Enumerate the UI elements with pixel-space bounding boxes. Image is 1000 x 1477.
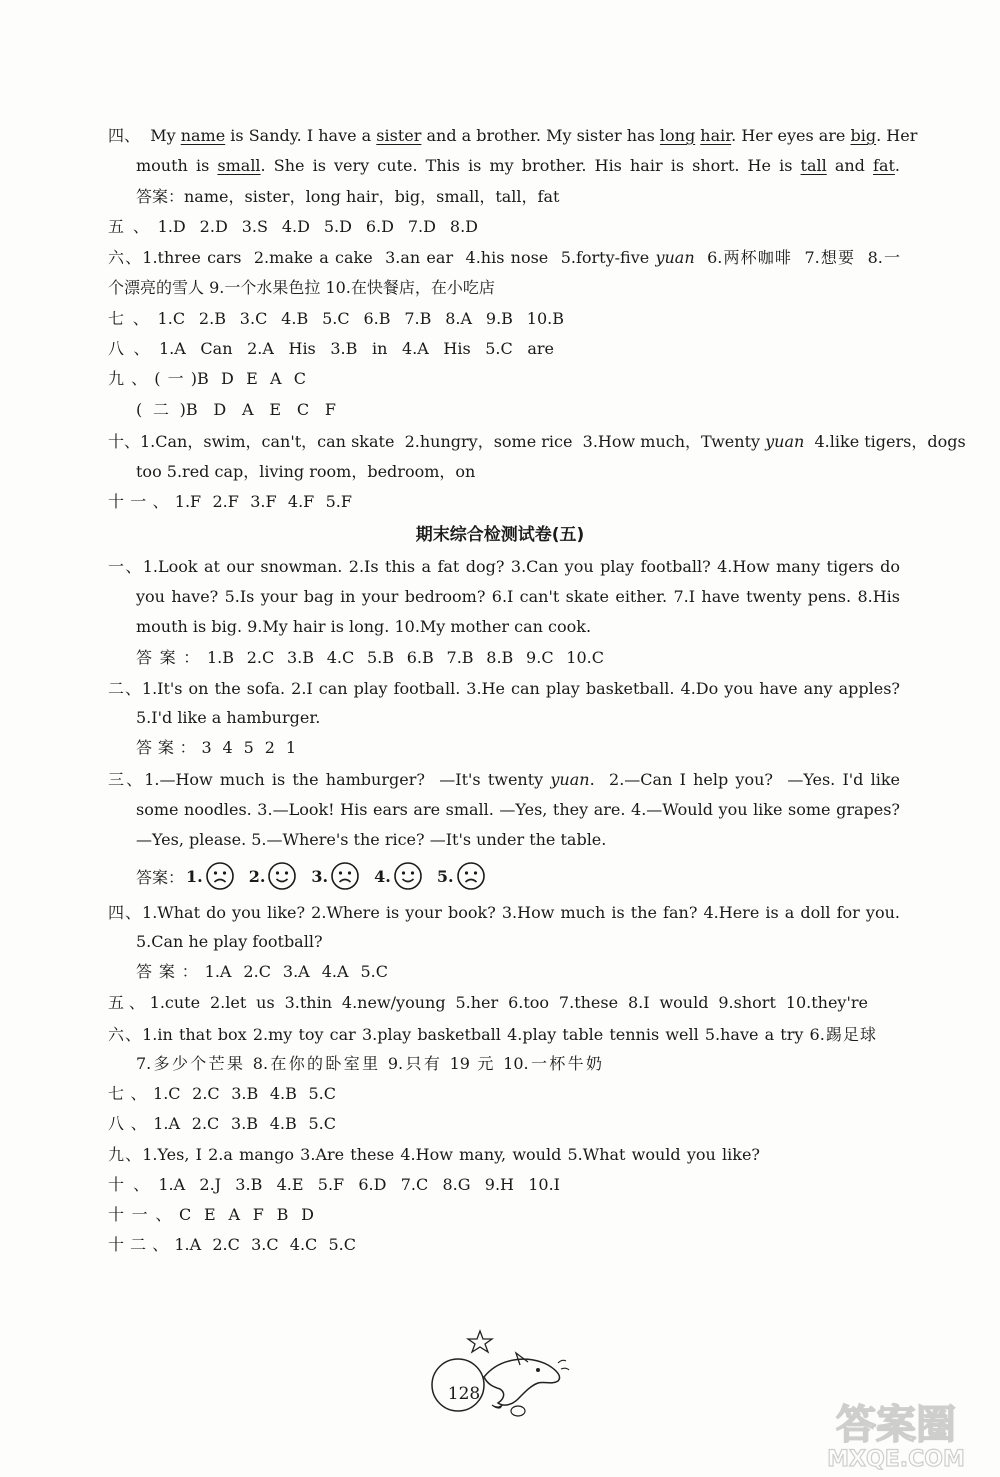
text-line: 八、1.A Can 2.A His 3.B in 4.A His 5.C are xyxy=(108,339,554,358)
text-line: 二、1.It's on the sofa. 2.I can play football. 3.He can play basketball. 4.Do you have any apples? xyxy=(108,679,900,698)
happy-face-icon xyxy=(267,861,297,891)
text-line: 5.I'd like a hamburger. xyxy=(136,708,321,727)
happy-face-icon xyxy=(393,861,423,891)
face-answer-item: 5. xyxy=(437,861,486,891)
text-line: mouth is big. 9.My hair is long. 10.My mother can cook. xyxy=(136,617,592,636)
text-line: 个漂亮的雪人 9.一个水果色拉 10.在快餐店，在小吃店 xyxy=(108,278,495,297)
sad-face-icon xyxy=(456,861,486,891)
section-label: 四、 xyxy=(108,126,141,145)
text-line: 七、1.C 2.C 3.B 4.B 5.C xyxy=(108,1084,336,1103)
page-number: 128 xyxy=(447,1384,481,1404)
text-line: 十二、1.A 2.C 3.C 4.C 5.C xyxy=(108,1235,356,1254)
text-line: —Yes, please. 5.—Where's the rice? —It's under the table. xyxy=(136,830,607,849)
text-line: 五、1.cute 2.let us 3.thin 4.new/young 5.her 6.too 7.these 8.I would 9.short 10.they're xyxy=(108,993,868,1012)
text-line: 九、(一)B D E A C xyxy=(108,369,306,388)
text-line: 答案：1.B 2.C 3.B 4.C 5.B 6.B 7.B 8.B 9.C 10.C xyxy=(136,648,604,667)
text-line: 六、1.three cars 2.make a cake 3.an ear 4.his nose 5.forty-five yuan 6.两杯咖啡 7.想要 8.一 xyxy=(108,248,900,267)
emoji-answer-row xyxy=(136,858,500,894)
section-title: 期末综合检测试卷(五) xyxy=(415,525,585,545)
text-line: 答案：3 4 5 2 1 xyxy=(136,738,296,757)
text-line: (二)B D A E C F xyxy=(136,400,336,419)
face-answer-item: 2. xyxy=(249,861,298,891)
text-line: 九、1.Yes, I 2.a mango 3.Are these 4.How many, would 5.What would you like? xyxy=(108,1145,760,1164)
text-line: mouth is small. She is very cute. This is my brother. His hair is short. He is tall and fat. xyxy=(136,156,901,175)
text-line: 七、1.C 2.B 3.C 4.B 5.C 6.B 7.B 8.A 9.B 10.B xyxy=(108,309,564,328)
text-line: 5.Can he play football? xyxy=(136,932,323,951)
text-line: 7.多少个芒果 8.在你的卧室里 9.只有 19 元 10.一杯牛奶 xyxy=(136,1054,602,1073)
face-answer-item: 1. xyxy=(186,861,235,891)
text-line: 五、1.D 2.D 3.S 4.D 5.D 6.D 7.D 8.D xyxy=(108,217,478,236)
text-line: 八、1.A 2.C 3.B 4.B 5.C xyxy=(108,1114,336,1133)
text-line: you have? 5.Is your bag in your bedroom? 6.I can't skate either. 7.I have twenty pens. 8.His xyxy=(136,587,900,606)
sad-face-icon xyxy=(205,861,235,891)
answer-label: 答案： xyxy=(136,867,185,887)
text-line: 四、1.What do you like? 2.Where is your book? 3.How much is the fan? 4.Here is a doll for you. xyxy=(108,903,900,922)
watermark-logo-icon xyxy=(792,1392,1000,1473)
text-line: 十、1.Can，swim，can't，can skate 2.hungry，some rice 3.How much，Twenty yuan 4.like tigers，dogs xyxy=(108,432,966,451)
text-line: 十、1.A 2.J 3.B 4.E 5.F 6.D 7.C 8.G 9.H 10.I xyxy=(108,1175,560,1194)
text-line: 四、 My name is Sandy. I have a sister and a brother. My sister has long hair. Her eyes are big. Her xyxy=(108,126,918,145)
text-line: some noodles. 3.—Look! His ears are small. —Yes, they are. 4.—Would you like some grapes? xyxy=(136,800,900,819)
text-line: 十一、1.F 2.F 3.F 4.F 5.F xyxy=(108,492,352,511)
text-line: 十一、C E A F B D xyxy=(108,1205,314,1224)
text-line: 答案：name，sister，long hair，big，small，tall，fat xyxy=(136,187,560,206)
face-answer-item: 3. xyxy=(311,861,360,891)
text-line: too 5.red cap，living room，bedroom，on xyxy=(136,462,476,481)
face-answer-item: 4. xyxy=(374,861,423,891)
svg-text:MXQE.COM: MXQE.COM xyxy=(827,1447,965,1472)
text-line: 六、1.in that box 2.my toy car 3.play basketball 4.play table tennis well 5.have a try 6.踢足球 xyxy=(108,1025,876,1044)
watermark xyxy=(792,1392,1000,1473)
text-line: 三、1.—How much is the hamburger? —It's twenty yuan. 2.—Can I help you? —Yes. I'd like xyxy=(108,770,900,789)
text-line: 答案：1.A 2.C 3.A 4.A 5.C xyxy=(136,962,388,981)
sad-face-icon xyxy=(330,861,360,891)
svg-text:答案圈: 答案圈 xyxy=(836,1402,956,1448)
text-line: 一、1.Look at our snowman. 2.Is this a fat dog? 3.Can you play football? 4.How many tigers do xyxy=(108,557,900,576)
